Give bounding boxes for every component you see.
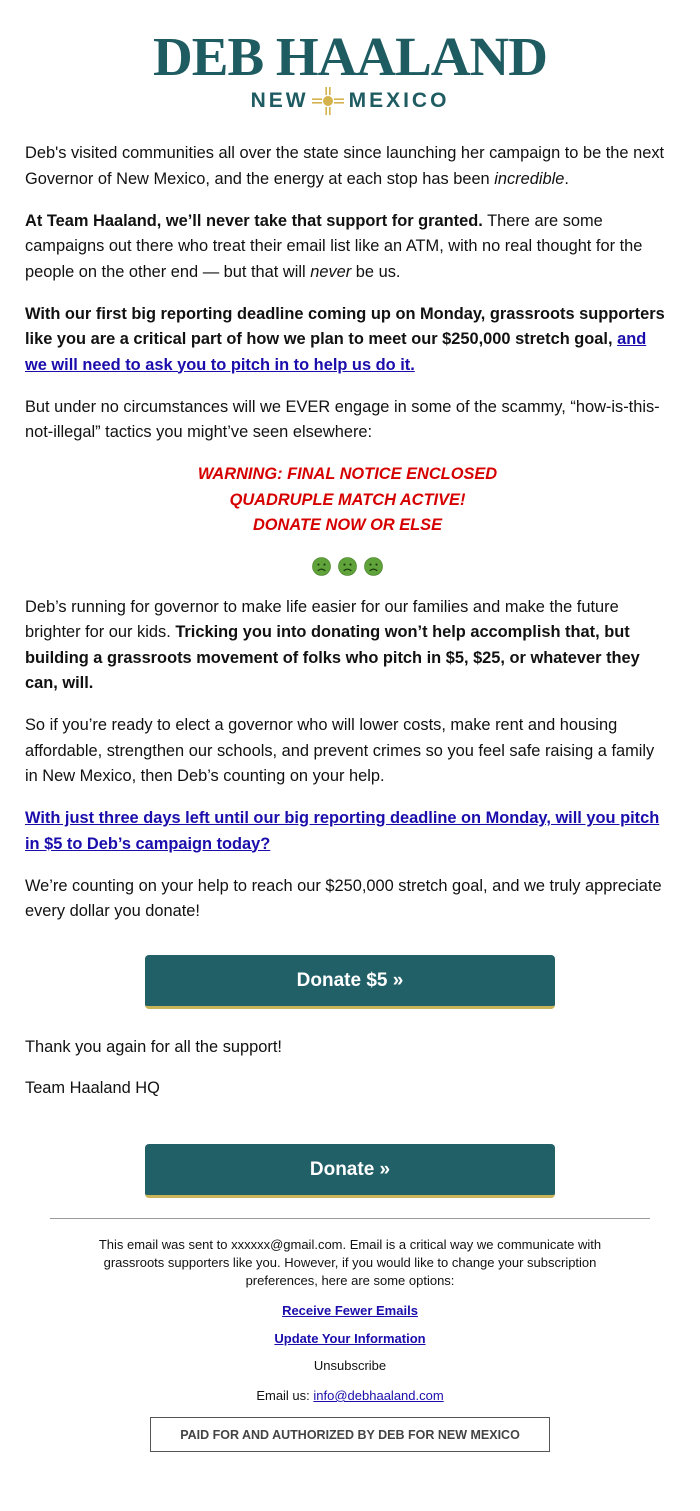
nauseated-face-icon [312, 557, 331, 576]
email-label: Email us: [256, 1388, 314, 1403]
footer-divider [50, 1218, 650, 1219]
text-segment: There are some campaigns out there who treat their email list like an ATM, with no real thought for the people on the other end — but that will [25, 211, 643, 281]
warning-block [25, 462, 670, 539]
emoji-row [25, 554, 670, 578]
paragraph-ready: So if you’re ready to elect a governor who will lower costs, make rent and housing affordable, strengthen our schools, and prevent crimes so you feel safe raising a family in New Mexico, then Deb’s counting on your help. [25, 716, 655, 785]
paragraph-deadline [25, 302, 670, 379]
text-segment: . [564, 169, 569, 188]
email-body [25, 141, 670, 941]
warning-line-2: QUADRUPLE MATCH ACTIVE! [229, 490, 466, 509]
bold-text: At Team Haaland, we’ll never take that support for granted. [25, 211, 483, 230]
pitch-in-link[interactable]: and we will need to ask you to pitch in to help us do it. [25, 330, 647, 374]
receive-fewer-emails-link[interactable]: Receive Fewer Emails [282, 1303, 418, 1318]
nauseated-face-icon [364, 557, 383, 576]
contact-email-link[interactable]: info@debhaaland.com [313, 1388, 444, 1403]
emphasis-text: never [310, 262, 352, 281]
thanks-text: Thank you again for all the support! [25, 1038, 282, 1056]
logo-new: NEW [250, 89, 309, 112]
donate-button[interactable]: Donate » [145, 1144, 555, 1198]
signature: Team Haaland HQ [25, 1079, 160, 1097]
footer-note: This email was sent to xxxxxx@gmail.com. Email is a critical way we communicate with grassroots supporters like you. However, if you would like to change your subscription preferences, here are some options: [98, 1237, 602, 1288]
three-days-donate-link[interactable]: With just three days left until our big reporting deadline on Monday, will you pitch in $5 to Deb’s campaign today? [25, 809, 660, 853]
logo-subtitle [0, 86, 700, 116]
text-segment: be us. [351, 262, 401, 281]
footer-fewer-row [0, 1302, 700, 1320]
unsubscribe-link[interactable]: Unsubscribe [313, 1358, 387, 1373]
logo[interactable] [0, 26, 700, 116]
bold-text: Tricking you into donating won’t help accomplish that, but building a grassroots movement of folks who pitch in $5, $25, or whatever they can, will. [25, 623, 640, 692]
warning-line-3: DONATE NOW OR ELSE [252, 516, 443, 534]
paragraph-ask [25, 806, 670, 857]
paid-for-disclaimer: PAID FOR AND AUTHORIZED BY DEB FOR NEW MEXICO [150, 1417, 550, 1452]
bold-text: With our first big reporting deadline coming up on Monday, grassroots supporters like you are a critical part of how we plan to meet our $250,000 stretch goal, [25, 304, 665, 348]
paragraph-intro [25, 141, 670, 192]
donate-5-button[interactable]: Donate $5 » [145, 955, 555, 1009]
zia-sun-icon [311, 86, 345, 116]
paragraph-support [25, 209, 670, 286]
paragraph-counting: We’re counting on your help to reach our $250,000 stretch goal, and we truly appreciate every dollar you donate! [25, 876, 662, 920]
update-information-link[interactable]: Update Your Information [274, 1331, 426, 1346]
text-segment: Deb’s running for governor to make life easier for our families and make the future brighter for our kids. [25, 597, 619, 641]
footer-update-row [0, 1330, 700, 1348]
logo-title: DEB HAALAND [153, 26, 547, 87]
logo-mexico: MEXICO [348, 89, 450, 112]
footer-email-row [0, 1387, 700, 1405]
warning-line-1: WARNING: FINAL NOTICE ENCLOSED [197, 465, 498, 483]
emphasis-text: incredible [494, 169, 565, 188]
paragraph-governor [25, 595, 670, 697]
footer [0, 1236, 700, 1405]
nauseated-face-icon [338, 557, 357, 576]
paragraph-scammy: But under no circumstances will we EVER engage in some of the scammy, “how-is-this-not-illegal” tactics you might’ve seen elsewhere: [25, 397, 660, 441]
text-segment: Deb's visited communities all over the state since launching her campaign to be the next Governor of New Mexico, and the energy at each stop has been [25, 144, 665, 188]
